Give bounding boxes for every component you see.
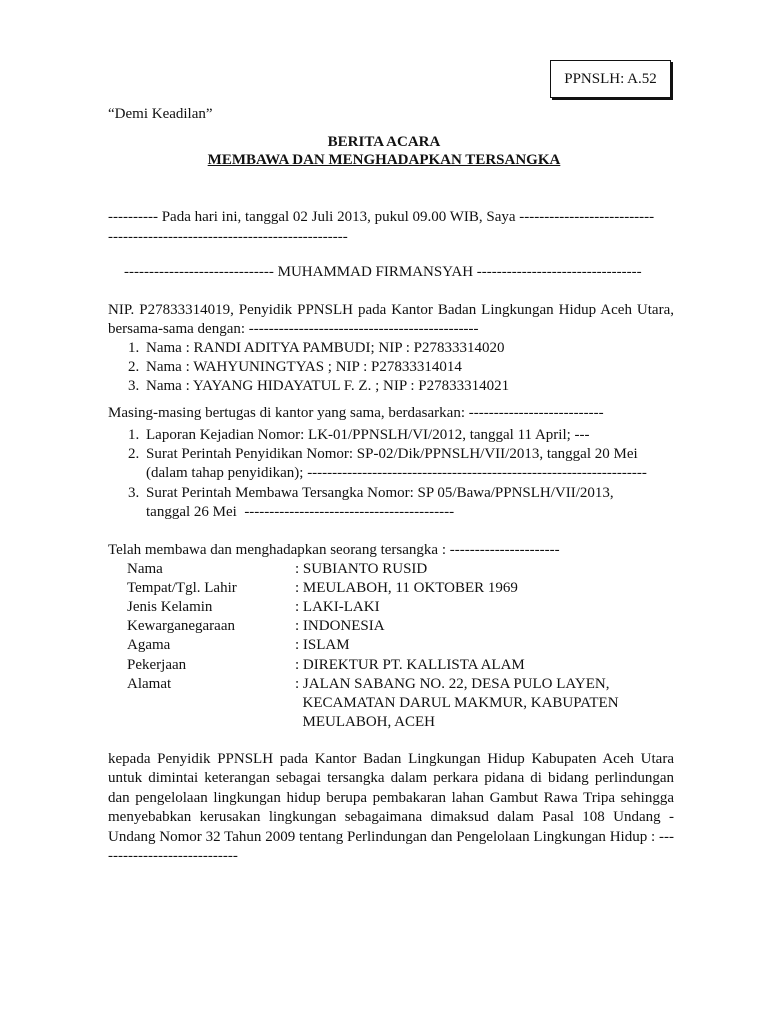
companion-item: Nama : WAHYUNINGTYAS ; NIP : P27833314014 bbox=[146, 359, 462, 375]
suspect-value: : DIREKTUR PT. KALLISTA ALAM bbox=[295, 657, 525, 673]
form-code-box bbox=[550, 60, 671, 98]
suspect-value: : INDONESIA bbox=[295, 618, 385, 634]
suspect-label: Pekerjaan bbox=[127, 657, 187, 673]
suspect-label: Jenis Kelamin bbox=[127, 599, 213, 615]
suspect-value: : SUBIANTO RUSID bbox=[295, 561, 428, 577]
list-number: 3. bbox=[128, 485, 140, 501]
list-number: 3. bbox=[128, 378, 140, 394]
list-number: 2. bbox=[128, 446, 140, 462]
companion-item: Nama : RANDI ADITYA PAMBUDI; NIP : P27833314020 bbox=[146, 340, 505, 356]
suspect-label: Tempat/Tgl. Lahir bbox=[127, 580, 237, 596]
basis-item: Surat Perintah Penyidikan Nomor: SP-02/Dik/PPNSLH/VII/2013, tanggal 20 Mei bbox=[146, 446, 638, 462]
suspect-value: : LAKI-LAKI bbox=[295, 599, 380, 615]
duty-intro: Masing-masing bertugas di kantor yang sama, berdasarkan: --------------------------- bbox=[108, 405, 604, 421]
address-continuation: MEULABOH, ACEH bbox=[295, 714, 436, 730]
basis-item: Laporan Kejadian Nomor: LK-01/PPNSLH/VI/2012, tanggal 11 April; --- bbox=[146, 427, 590, 443]
suspect-label: Agama bbox=[127, 637, 171, 653]
list-number: 1. bbox=[128, 427, 140, 443]
document-subtitle: MEMBAWA DAN MENGHADAPKAN TERSANGKA bbox=[207, 152, 561, 168]
basis-item-cont: (dalam tahap penyidikan); -------------------------------------------------------------------- bbox=[146, 465, 647, 481]
suspect-label: Alamat bbox=[127, 676, 172, 692]
list-number: 2. bbox=[128, 359, 140, 375]
suspect-value: : JALAN SABANG NO. 22, DESA PULO LAYEN, bbox=[295, 676, 610, 692]
suspect-intro: Telah membawa dan menghadapkan seorang tersangka : ---------------------- bbox=[108, 542, 560, 558]
list-number: 1. bbox=[128, 340, 140, 356]
closing-paragraph bbox=[108, 750, 674, 866]
opening-line-2: ------------------------------------------------ bbox=[108, 229, 348, 245]
address-continuation: KECAMATAN DARUL MAKMUR, KABUPATEN bbox=[295, 695, 619, 711]
suspect-value: : ISLAM bbox=[295, 637, 350, 653]
nip-paragraph bbox=[108, 301, 674, 340]
document-title: BERITA ACARA bbox=[327, 134, 441, 150]
form-code: PPNSLH: A.52 bbox=[564, 70, 657, 87]
investigator-name: ------------------------------ MUHAMMAD FIRMANSYAH --------------------------------- bbox=[124, 264, 642, 280]
suspect-value: : MEULABOH, 11 OKTOBER 1969 bbox=[295, 580, 518, 596]
companion-item: Nama : YAYANG HIDAYATUL F. Z. ; NIP : P27833314021 bbox=[146, 378, 510, 394]
suspect-label: Kewarganegaraan bbox=[127, 618, 235, 634]
opening-line-1: ---------- Pada hari ini, tanggal 02 Juli 2013, pukul 09.00 WIB, Saya --------------------------- bbox=[108, 209, 655, 225]
motto: “Demi Keadilan” bbox=[108, 106, 213, 122]
basis-item: Surat Perintah Membawa Tersangka Nomor: SP 05/Bawa/PPNSLH/VII/2013, bbox=[146, 485, 614, 501]
suspect-label: Nama bbox=[127, 561, 163, 577]
nip-paragraph-text: NIP. P27833314019, Penyidik PPNSLH pada Kantor Badan Lingkungan Hidup Aceh Utara, bersama-sama dengan: ---------------------------------------------- bbox=[108, 302, 674, 338]
basis-item-cont: tanggal 26 Mei ------------------------------------------ bbox=[146, 504, 455, 520]
closing-paragraph-text: kepada Penyidik PPNSLH pada Kantor Badan Lingkungan Hidup Kabupaten Aceh Utara untuk dimintai keterangan sebagai tersangka dalam perkara pidana di bidang perlindungan dan pengelolaan lingkungan hidup berupa pembakaran lahan Gambut Rawa Tripa sehingga menyebabkan kerusakan lingkungan sebagaimana dimaksud dalam Pasal 108 Undang -Undang Nomor 32 Tahun 2009 tentang Perlindungan dan Pengelolaan Lingkungan Hidup : ----------------------------- bbox=[108, 751, 674, 865]
